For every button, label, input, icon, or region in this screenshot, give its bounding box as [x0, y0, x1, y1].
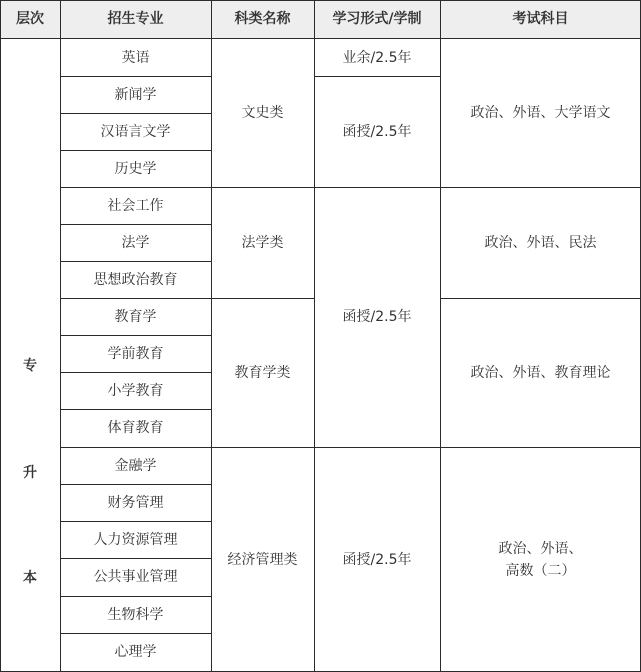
major-cell: 体育教育 — [107, 420, 164, 436]
level-char-sheng: 升 — [23, 465, 37, 481]
grid-line — [0, 38, 641, 39]
grid-line — [60, 113, 211, 114]
grid-line — [60, 187, 314, 188]
grid-line — [440, 447, 641, 448]
major-cell: 汉语言文学 — [100, 123, 171, 140]
grid-line — [60, 633, 211, 634]
grid-line — [314, 447, 440, 448]
header-exam-subjects: 考试科目 — [440, 0, 641, 38]
exam-jingji: 政治、外语、 高数（二） — [498, 540, 583, 579]
grid-line — [314, 187, 440, 188]
grid-line — [440, 187, 641, 188]
header-level: 层次 — [0, 0, 60, 38]
major-cell: 社会工作 — [107, 197, 164, 214]
grid-line — [60, 447, 314, 448]
major-cell: 心理学 — [114, 644, 157, 660]
major-cell: 公共事业管理 — [93, 569, 178, 585]
grid-line — [60, 409, 211, 410]
header-major: 招生专业 — [60, 0, 211, 38]
grid-line — [314, 0, 315, 672]
grid-line — [60, 521, 211, 522]
major-cell: 历史学 — [114, 160, 157, 177]
grid-line — [0, 0, 641, 1]
major-cell: 教育学 — [114, 308, 157, 325]
study-part-time: 业余/2.5年 — [342, 49, 412, 66]
major-cell: 金融学 — [114, 457, 157, 474]
grid-line — [60, 335, 211, 336]
grid-line — [60, 558, 211, 559]
category-wenshi: 文史类 — [241, 105, 284, 121]
grid-line — [314, 76, 440, 77]
major-cell: 小学教育 — [107, 382, 164, 399]
exam-jiaoyu: 政治、外语、教育理论 — [470, 364, 611, 381]
grid-line — [60, 261, 211, 262]
header-study-form: 学习形式/学制 — [314, 0, 440, 38]
major-cell: 财务管理 — [107, 494, 164, 511]
grid-line — [60, 76, 211, 77]
grid-line — [60, 372, 211, 373]
grid-line — [0, 0, 1, 672]
major-cell: 生物科学 — [107, 606, 164, 623]
major-cell: 人力资源管理 — [93, 531, 178, 548]
category-jingji: 经济管理类 — [227, 551, 298, 568]
grid-line — [440, 298, 641, 299]
grid-line — [60, 224, 211, 225]
level-char-zhuan: 专 — [23, 358, 37, 374]
major-cell: 思想政治教育 — [93, 271, 178, 288]
major-cell: 学前教育 — [107, 345, 164, 362]
grid-line — [60, 150, 211, 151]
grid-line — [211, 0, 212, 672]
study-correspondence: 函授/2.5年 — [342, 551, 412, 568]
grid-line — [440, 0, 441, 672]
exam-wenshi: 政治、外语、大学语文 — [470, 105, 611, 121]
grid-line — [60, 298, 314, 299]
grid-line — [60, 0, 61, 672]
level-char-ben: 本 — [23, 570, 37, 586]
category-faxue: 法学类 — [241, 234, 284, 251]
study-correspondence: 函授/2.5年 — [342, 123, 412, 140]
study-correspondence: 函授/2.5年 — [342, 309, 412, 325]
grid-line — [60, 484, 211, 485]
category-jiaoyu: 教育学类 — [234, 364, 291, 381]
exam-faxue: 政治、外语、民法 — [484, 234, 597, 251]
major-cell: 英语 — [121, 49, 150, 66]
grid-line — [60, 596, 211, 597]
major-cell: 新闻学 — [114, 86, 157, 103]
major-cell: 法学 — [121, 234, 150, 251]
header-category: 科类名称 — [211, 0, 314, 38]
